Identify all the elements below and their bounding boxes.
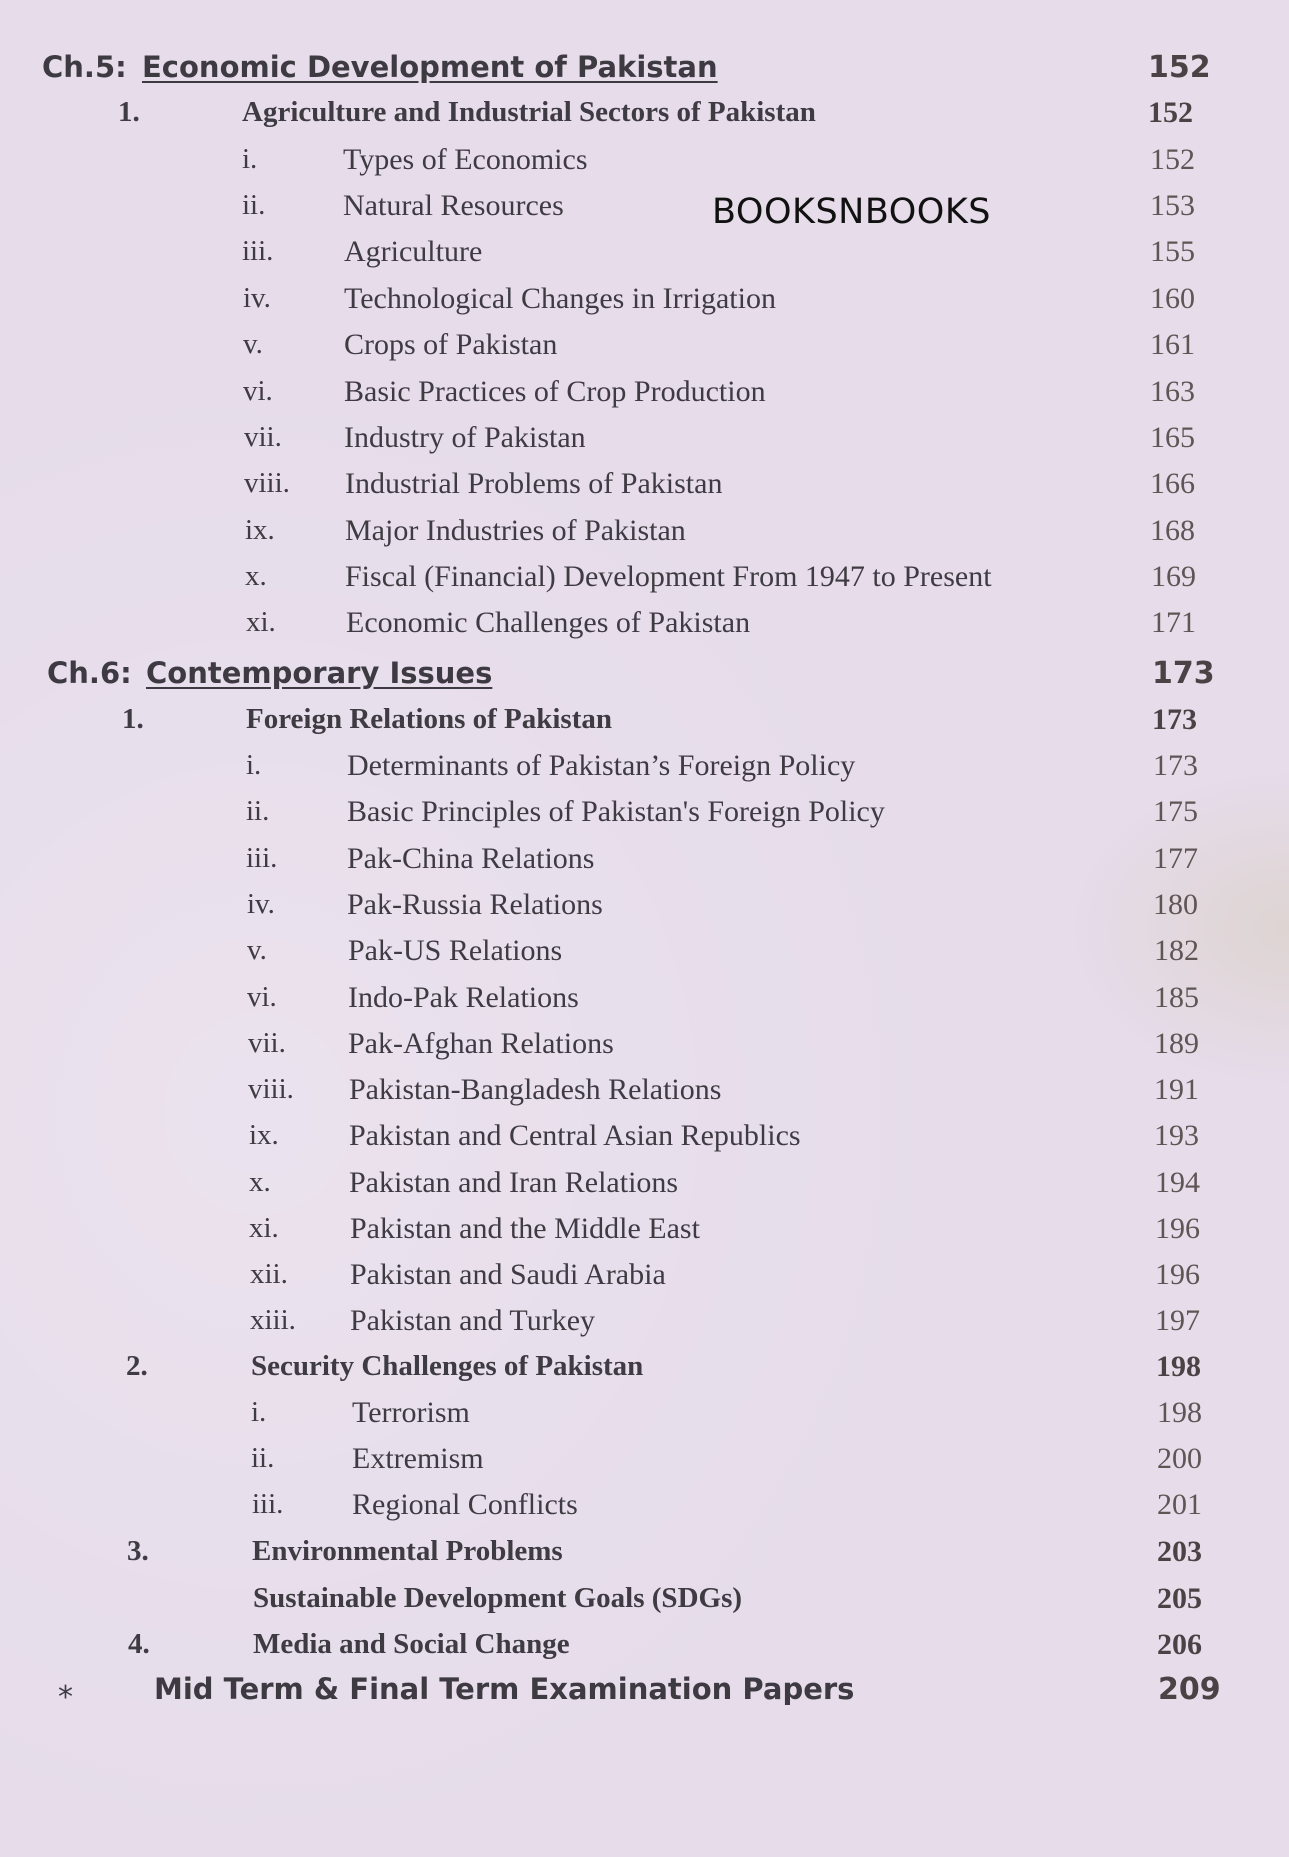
page-number: 152 <box>1148 96 1193 129</box>
page-number: 173 <box>1152 703 1197 736</box>
page-number: 191 <box>1154 1073 1199 1106</box>
entry-title: Pak-Russia Relations <box>347 888 603 921</box>
chapter-6-heading <box>0 652 1289 696</box>
page-number: 152 <box>1148 50 1211 85</box>
toc-entry <box>0 1113 1289 1157</box>
page-number: 160 <box>1150 282 1195 315</box>
entry-title: Pakistan-Bangladesh Relations <box>349 1073 722 1106</box>
entry-title: Basic Practices of Crop Production <box>344 375 766 408</box>
page-number: 194 <box>1155 1166 1200 1199</box>
section-heading <box>0 1622 1289 1666</box>
page-number: 152 <box>1150 143 1195 176</box>
toc-entry <box>0 975 1289 1019</box>
toc-entry <box>0 229 1289 273</box>
toc-entry <box>0 836 1289 880</box>
toc-entry <box>0 1482 1289 1526</box>
entry-title: Terrorism <box>352 1396 470 1429</box>
page-number: 165 <box>1150 421 1195 454</box>
page-number: 161 <box>1150 328 1195 361</box>
chapter-title: Contemporary Issues <box>146 656 493 690</box>
section-title: Environmental Problems <box>252 1535 563 1567</box>
entry-title: Industrial Problems of Pakistan <box>345 467 723 500</box>
page-number: 175 <box>1153 795 1198 828</box>
watermark: BOOKSNBOOKS <box>712 192 992 232</box>
section-heading <box>0 697 1289 741</box>
toc-entry <box>0 1021 1289 1065</box>
entry-title: Basic Principles of Pakistan's Foreign Policy <box>347 795 885 828</box>
page-number: 197 <box>1155 1304 1200 1337</box>
page-number: 198 <box>1156 1350 1201 1383</box>
chapter-5-heading <box>0 46 1289 90</box>
entry-numeral: x. <box>249 1166 271 1198</box>
page-number: 166 <box>1150 467 1195 500</box>
entry-numeral: xiii. <box>250 1304 296 1336</box>
section-heading <box>0 1529 1289 1573</box>
section-number: 1. <box>122 703 144 735</box>
entry-title: Major Industries of Pakistan <box>345 514 686 547</box>
entry-numeral: ii. <box>242 189 266 221</box>
entry-numeral: ix. <box>249 1119 279 1151</box>
toc-entry <box>0 554 1289 598</box>
page-number: 200 <box>1157 1442 1202 1475</box>
entry-title: Pak-China Relations <box>347 842 595 875</box>
section-number: 2. <box>126 1350 148 1382</box>
section-number: 1. <box>118 96 140 128</box>
entry-numeral: xii. <box>250 1258 288 1290</box>
entry-numeral: viii. <box>248 1073 294 1105</box>
entry-numeral: v. <box>247 934 267 966</box>
page-number: 193 <box>1154 1119 1199 1152</box>
chapter-label: Ch.5: <box>42 50 127 84</box>
section-heading <box>0 1344 1289 1388</box>
entry-numeral: i. <box>246 749 262 781</box>
entry-title: Natural Resources <box>343 189 564 222</box>
toc-entry <box>0 415 1289 459</box>
toc-entry <box>0 276 1289 320</box>
section-title: Security Challenges of Pakistan <box>251 1350 644 1382</box>
entry-numeral: xi. <box>246 606 276 638</box>
page-number: 173 <box>1152 656 1215 691</box>
toc-entry <box>0 1252 1289 1296</box>
entry-numeral: iv. <box>247 888 275 920</box>
entry-numeral: iii. <box>242 235 274 267</box>
entry-title: Extremism <box>352 1442 484 1475</box>
toc-entry <box>0 1160 1289 1204</box>
entry-title: Crops of Pakistan <box>344 328 558 361</box>
page-number: 201 <box>1157 1488 1202 1521</box>
toc-entry <box>0 369 1289 413</box>
toc-entry <box>0 322 1289 366</box>
entry-numeral: vi. <box>243 375 273 407</box>
toc-entry <box>0 1067 1289 1111</box>
entry-numeral: iii. <box>246 842 278 874</box>
toc-entry <box>0 1436 1289 1480</box>
entry-title: Agriculture <box>344 235 483 268</box>
entry-numeral: vii. <box>248 1027 286 1059</box>
entry-numeral: iv. <box>243 282 271 314</box>
entry-title: Economic Challenges of Pakistan <box>346 606 751 639</box>
entry-title: Pakistan and Turkey <box>350 1304 596 1337</box>
entry-title: Fiscal (Financial) Development From 1947 to Present <box>345 560 992 593</box>
entry-title: Pakistan and the Middle East <box>350 1212 700 1245</box>
toc-entry <box>0 461 1289 505</box>
page-number: 173 <box>1153 749 1198 782</box>
entry-numeral: x. <box>245 560 267 592</box>
section-title: Media and Social Change <box>253 1628 570 1660</box>
entry-title: Pak-US Relations <box>348 934 563 967</box>
exam-papers-entry <box>0 1668 1289 1715</box>
entry-numeral: v. <box>243 328 263 360</box>
entry-title: Determinants of Pakistan’s Foreign Policy <box>347 749 856 782</box>
toc-entry <box>0 183 1289 227</box>
entry-numeral: ii. <box>251 1442 275 1474</box>
page-number: 155 <box>1150 235 1195 268</box>
entry-numeral: viii. <box>244 467 290 499</box>
section-number: 3. <box>127 1535 149 1567</box>
entry-title: Industry of Pakistan <box>344 421 586 454</box>
page-number: 196 <box>1155 1258 1200 1291</box>
entry-title: Types of Economics <box>343 143 588 176</box>
section-number: 4. <box>128 1628 150 1660</box>
asterisk: * <box>58 1680 73 1715</box>
page-number: 153 <box>1150 189 1195 222</box>
page-number: 171 <box>1151 606 1196 639</box>
toc-entry <box>0 789 1289 833</box>
entry-title: Pak-Afghan Relations <box>348 1027 614 1060</box>
entry-title: Mid Term & Final Term Examination Papers <box>154 1672 855 1706</box>
page-number: 168 <box>1150 514 1195 547</box>
toc-entry <box>0 600 1289 644</box>
entry-numeral: vii. <box>244 421 282 453</box>
entry-title: Technological Changes in Irrigation <box>344 282 776 315</box>
toc-entry <box>0 743 1289 787</box>
page-number: 163 <box>1150 375 1195 408</box>
page-number: 203 <box>1157 1535 1202 1568</box>
toc-entry <box>0 928 1289 972</box>
toc-entry <box>0 137 1289 181</box>
page-number: 182 <box>1154 934 1199 967</box>
page-number: 169 <box>1151 560 1196 593</box>
entry-title: Regional Conflicts <box>352 1488 578 1521</box>
page-number: 189 <box>1154 1027 1199 1060</box>
chapter-label: Ch.6: <box>47 656 132 690</box>
toc-entry <box>0 508 1289 552</box>
entry-numeral: vi. <box>247 981 277 1013</box>
toc-entry <box>0 1298 1289 1342</box>
page-number: 205 <box>1157 1582 1202 1615</box>
page-number: 209 <box>1158 1672 1221 1707</box>
section-heading <box>0 90 1289 134</box>
entry-numeral: i. <box>242 143 258 175</box>
section-heading <box>0 1576 1289 1620</box>
page-number: 206 <box>1157 1628 1202 1661</box>
page-number: 177 <box>1153 842 1198 875</box>
entry-numeral: ii. <box>246 795 270 827</box>
toc-entry <box>0 882 1289 926</box>
entry-numeral: ix. <box>245 514 275 546</box>
entry-title: Pakistan and Iran Relations <box>349 1166 679 1199</box>
toc-entry <box>0 1206 1289 1250</box>
entry-numeral: iii. <box>252 1488 284 1520</box>
entry-numeral: xi. <box>249 1212 279 1244</box>
page-number: 185 <box>1154 981 1199 1014</box>
toc-entry <box>0 1390 1289 1434</box>
page-number: 198 <box>1157 1396 1202 1429</box>
entry-title: Indo-Pak Relations <box>348 981 579 1014</box>
section-title: Sustainable Development Goals (SDGs) <box>253 1582 743 1614</box>
entry-title: Pakistan and Central Asian Republics <box>349 1119 801 1152</box>
entry-numeral: i. <box>251 1396 267 1428</box>
chapter-title: Economic Development of Pakistan <box>142 50 718 84</box>
page-number: 196 <box>1155 1212 1200 1245</box>
page-number: 180 <box>1153 888 1198 921</box>
section-title: Foreign Relations of Pakistan <box>246 703 612 735</box>
section-title: Agriculture and Industrial Sectors of Pakistan <box>242 96 816 128</box>
entry-title: Pakistan and Saudi Arabia <box>350 1258 666 1291</box>
